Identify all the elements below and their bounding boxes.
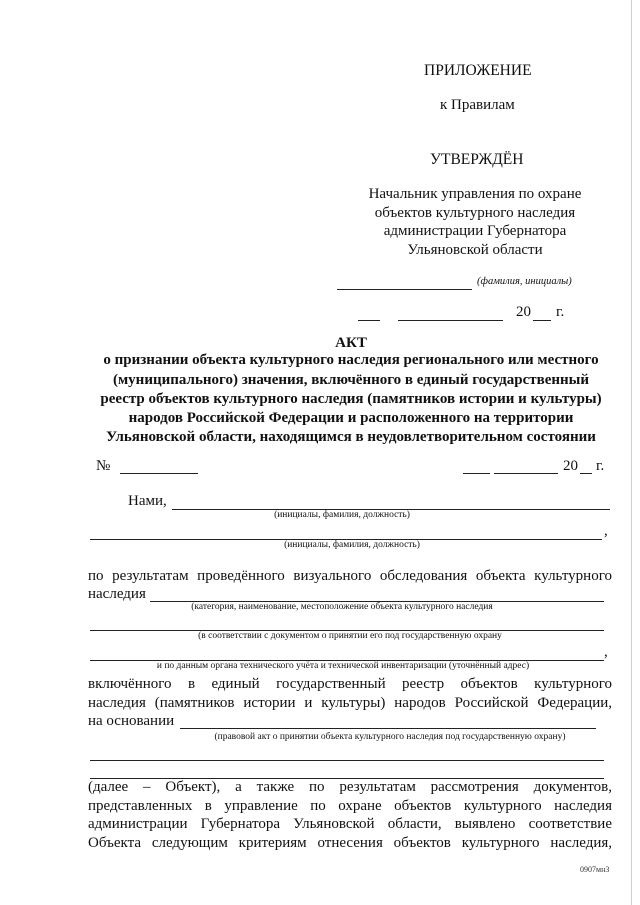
number-line [120, 473, 198, 474]
basis-label: на основании [88, 713, 175, 729]
position-line-2: объектов культурного наследия [374, 205, 576, 221]
persons-hint-1: (инициалы, фамилия, должность) [274, 510, 410, 520]
final-line-1: (далее – Объект), а также по результатам рассмотрения документов, [88, 779, 612, 795]
survey-line-2: наследия [88, 586, 146, 602]
act-title-line-4: народов Российской Федерации и расположенного на территории [128, 410, 574, 426]
footer-code: 0907мн3 [580, 865, 610, 874]
act-year-suffix: г. [596, 458, 605, 474]
act-year-prefix: 20 [563, 458, 578, 474]
name-hint: (фамилия, инициалы) [477, 276, 572, 287]
act-title-line-2: (муниципального) значения, включённого в единый государственный [112, 372, 590, 388]
approval-year-suffix: г. [556, 304, 565, 320]
registry-line-1: включённого в единый государственный реестр объектов культурного [88, 676, 612, 692]
position-line-1: Начальник управления по охране [368, 186, 582, 202]
document-hint: (в соответствии с документом о принятии его под государственную охрану [198, 631, 502, 641]
act-day-line [463, 473, 490, 474]
approved-label: УТВЕРЖДЁН [430, 151, 524, 168]
act-year-line [580, 473, 592, 474]
act-title-line-3: реестр объектов культурного наследия (памятников истории и культуры) [100, 391, 602, 407]
persons-hint-2: (инициалы, фамилия, должность) [284, 540, 420, 550]
act-title-line-5: Ульяновской области, находящимся в неудовлетворительном состоянии [106, 429, 596, 445]
signature-line [337, 289, 472, 290]
approval-year-prefix: 20 [516, 304, 531, 320]
approval-day-line [358, 320, 380, 321]
position-line-4: Ульяновской области [407, 242, 543, 258]
basis-line [180, 728, 596, 729]
approval-year-line [533, 320, 551, 321]
final-line-4: Объекта следующим критериям отнесения объектов культурного наследия, [88, 835, 612, 851]
number-label: № [96, 458, 111, 474]
act-month-line [494, 473, 558, 474]
position-line-3: администрации Губернатора [383, 223, 567, 239]
to-rules-label: к Правилам [440, 97, 515, 113]
object-comma: , [604, 644, 608, 660]
final-line-3: администрации Губернатора Ульяновской области, выявлено соответствие [88, 816, 612, 832]
final-line-2: представленных в управление по охране объектов культурного наследия [88, 798, 612, 814]
page-edge-line [631, 0, 632, 905]
legal-hint: (правовой акт о принятии объекта культурного наследия под государственную охрану) [214, 732, 566, 742]
by-us-label: Нами, [128, 493, 167, 509]
appendix-label: ПРИЛОЖЕНИЕ [424, 62, 532, 79]
act-title: АКТ [335, 335, 367, 351]
approval-month-line [398, 320, 503, 321]
legal-line-2 [90, 760, 604, 761]
tech-hint: и по данным органа технического учёта и технической инвентаризации (уточнённый адрес) [156, 661, 530, 671]
registry-line-2: наследия (памятников истории и культуры) народов Российской Федерации, [88, 695, 612, 711]
survey-line-1: по результатам проведённого визуального обследования объекта культурного [88, 568, 612, 584]
persons-comma: , [604, 523, 608, 539]
category-hint: (категория, наименование, местоположение объекта культурного наследия [191, 602, 493, 612]
act-title-line-1: о признании объекта культурного наследия регионального или местного [103, 352, 599, 368]
